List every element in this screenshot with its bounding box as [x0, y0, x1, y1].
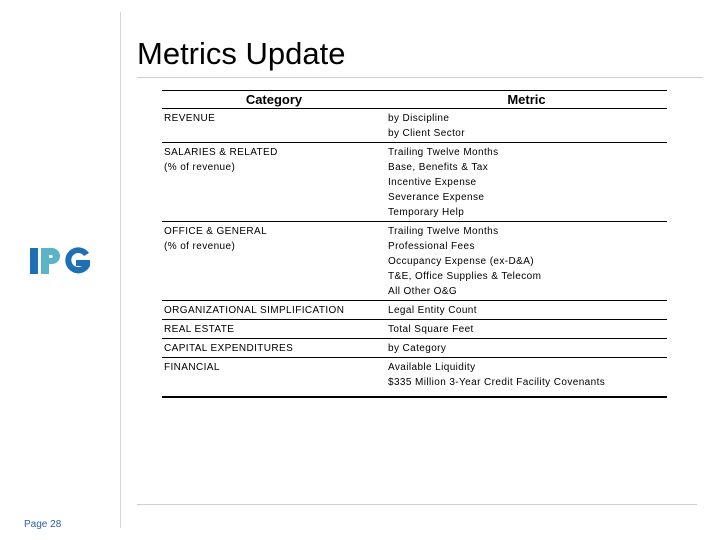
category-cell	[162, 303, 388, 318]
metric-text: by Client Sector	[388, 128, 465, 139]
metric-text: Trailing Twelve Months	[388, 147, 499, 158]
vertical-divider	[120, 12, 121, 528]
category-text: FINANCIAL	[164, 362, 220, 373]
category-text: REVENUE	[164, 113, 216, 124]
metric-text: Temporary Help	[388, 207, 465, 218]
metric-text: Total Square Feet	[388, 324, 474, 335]
category-text: REAL ESTATE	[164, 324, 235, 335]
category-cell	[162, 145, 388, 220]
table-header-row	[162, 91, 667, 108]
ipg-logo	[30, 244, 92, 278]
metric-cell	[388, 303, 667, 318]
table-row	[162, 320, 667, 338]
metric-text: by Category	[388, 343, 447, 354]
footer-divider	[137, 504, 697, 505]
category-cell	[162, 322, 388, 337]
category-text: (% of revenue)	[164, 162, 236, 173]
category-cell	[162, 341, 388, 356]
metric-text: Legal Entity Count	[388, 305, 477, 316]
metric-text: Trailing Twelve Months	[388, 226, 499, 237]
metric-text: Professional Fees	[388, 241, 475, 252]
category-cell	[162, 111, 388, 141]
table-row	[162, 109, 667, 142]
metric-cell	[388, 341, 667, 356]
header-category: Category	[245, 92, 303, 107]
metric-cell	[388, 224, 667, 299]
category-text: SALARIES & RELATED	[164, 147, 278, 158]
metric-text: All Other O&G	[388, 286, 458, 297]
metric-text: Severance Expense	[388, 192, 485, 203]
category-cell	[162, 360, 388, 390]
metric-text: T&E, Office Supplies & Telecom	[388, 271, 542, 282]
page-number: Page 28	[24, 519, 62, 530]
metric-text: Available Liquidity	[388, 362, 476, 373]
category-text: (% of revenue)	[164, 241, 236, 252]
category-text: ORGANIZATIONAL SIMPLIFICATION	[164, 305, 345, 316]
category-cell	[162, 224, 388, 299]
metrics-table	[162, 90, 667, 398]
metric-text: Incentive Expense	[388, 177, 477, 188]
metric-cell	[388, 145, 667, 220]
table-bottom-rule	[162, 396, 667, 398]
metric-text: Occupancy Expense (ex-D&A)	[388, 256, 535, 267]
table-row	[162, 358, 667, 391]
table-row	[162, 339, 667, 357]
metric-cell	[388, 322, 667, 337]
page-title: Metrics Update	[137, 36, 346, 71]
metric-cell	[388, 360, 667, 390]
metric-cell	[388, 111, 667, 141]
metric-text: by Discipline	[388, 113, 450, 124]
table-row	[162, 301, 667, 319]
metric-text: Base, Benefits & Tax	[388, 162, 489, 173]
title-underline	[137, 77, 703, 78]
header-metric: Metric	[507, 92, 546, 107]
category-text: OFFICE & GENERAL	[164, 226, 268, 237]
category-text: CAPITAL EXPENDITURES	[164, 343, 294, 354]
table-row	[162, 143, 667, 221]
metric-text: $335 Million 3-Year Credit Facility Covenants	[388, 377, 606, 388]
table-row	[162, 222, 667, 300]
table-body	[162, 109, 667, 391]
